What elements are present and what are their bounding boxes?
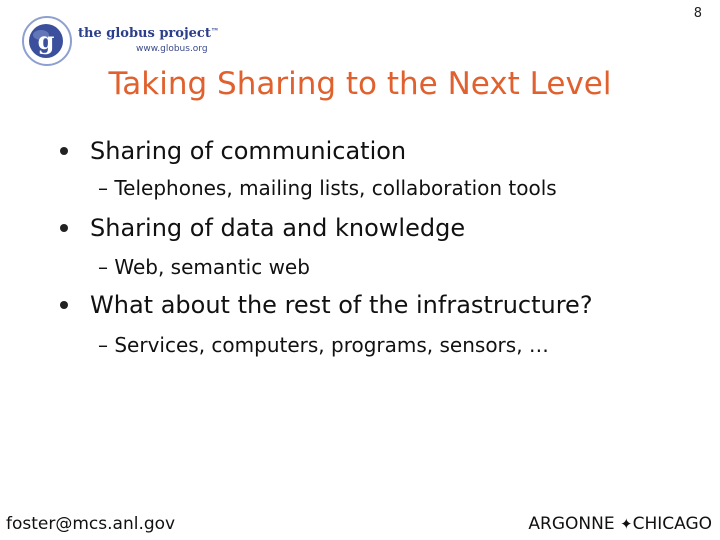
bullet-dot-icon xyxy=(60,147,68,155)
footer-institutions xyxy=(528,514,712,534)
bullet-dot-icon xyxy=(60,301,68,309)
logo-name-text: the globus project xyxy=(78,26,211,41)
footer-org-left: ARGONNE xyxy=(528,514,615,534)
slide-title: Taking Sharing to the Next Level xyxy=(108,66,612,102)
sub-bullet-text: – Services, computers, programs, sensors, … xyxy=(98,333,549,357)
logo-trademark: ™ xyxy=(210,26,219,36)
page-number: 8 xyxy=(693,6,702,21)
globus-logo-icon xyxy=(20,14,74,68)
logo-mark-letter: g xyxy=(37,26,55,55)
logo-url: www.globus.org xyxy=(136,44,208,54)
sub-bullet-text: – Telephones, mailing lists, collaboration tools xyxy=(98,176,557,200)
bullet-text: Sharing of data and knowledge xyxy=(90,214,466,242)
bullet-text: Sharing of communication xyxy=(90,137,407,165)
bullet-dot-icon xyxy=(60,224,68,232)
footer-org-right: CHICAGO xyxy=(632,514,712,534)
sub-bullet-text: – Web, semantic web xyxy=(98,255,310,279)
footer-email: foster@mcs.anl.gov xyxy=(6,514,176,534)
star-icon: ✦ xyxy=(620,515,633,533)
logo-name xyxy=(78,26,219,41)
globus-logo xyxy=(20,14,219,68)
bullet-text: What about the rest of the infrastructure? xyxy=(90,291,593,319)
